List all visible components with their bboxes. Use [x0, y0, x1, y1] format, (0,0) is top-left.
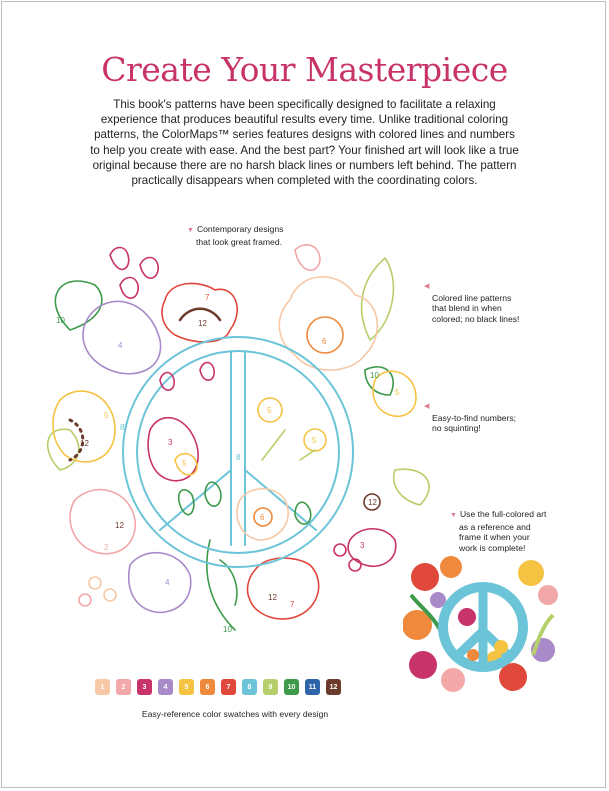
color-swatch-2: 2	[116, 679, 131, 695]
color-swatch-1: 1	[95, 679, 110, 695]
svg-text:8: 8	[236, 453, 241, 462]
svg-text:4: 4	[118, 341, 123, 350]
pointer-triangle-icon: ◀	[424, 403, 430, 410]
callout-blend-line-3: colored; no black lines!	[432, 313, 520, 324]
intro-paragraph: This book's patterns have been specifically designed to facilitate a relaxing experience that produces beautiful results every time. Unlike traditional coloring patterns, the ColorMaps™ series features designs with colored lines and numbers to help you create with ease. And the best part? Your finished art will look like a true original because there are no harsh black lines or numbers left behind. The pattern practically disappears when completed with the coordinating colors.	[90, 98, 519, 188]
callout-blend-line-2: that blend in when	[432, 303, 502, 314]
svg-text:12: 12	[368, 498, 377, 507]
svg-text:7: 7	[205, 293, 210, 302]
svg-text:6: 6	[322, 337, 327, 346]
svg-text:3: 3	[168, 438, 173, 447]
svg-text:10: 10	[56, 316, 65, 325]
svg-text:4: 4	[165, 578, 170, 587]
color-swatch-10: 10	[284, 679, 299, 695]
svg-text:12: 12	[115, 521, 124, 530]
callout-numbers-line-2: no squinting!	[432, 423, 481, 434]
color-swatch-5: 5	[179, 679, 194, 695]
color-swatch-9: 9	[263, 679, 278, 695]
pointer-triangle-icon: ◀	[424, 283, 430, 290]
svg-text:5: 5	[312, 436, 317, 445]
callout-framed	[187, 224, 283, 247]
callout-blend	[424, 280, 519, 324]
svg-text:12: 12	[268, 593, 277, 602]
svg-text:8: 8	[120, 423, 125, 432]
pointer-triangle-icon: ▼	[187, 227, 194, 234]
color-swatch-11: 11	[305, 679, 320, 695]
svg-text:6: 6	[260, 513, 265, 522]
svg-text:7: 7	[290, 600, 295, 609]
callout-reference-line-1: Use the full-colored art	[459, 509, 547, 519]
full-color-reference-art	[403, 555, 561, 695]
callout-numbers	[424, 400, 516, 434]
color-swatch-12: 12	[326, 679, 341, 695]
svg-text:12: 12	[198, 319, 207, 328]
page-title: Create Your Masterpiece	[101, 50, 508, 89]
pointer-triangle-icon: ▼	[450, 512, 457, 519]
callout-reference	[450, 509, 546, 553]
callout-blend-line-1: Colored line patterns	[432, 292, 512, 303]
callout-numbers-line-1: Easy-to-find numbers;	[432, 412, 517, 423]
svg-text:10: 10	[370, 371, 379, 380]
color-swatch-8: 8	[242, 679, 257, 695]
callout-framed-line-2: that look great framed.	[196, 236, 282, 247]
svg-text:12: 12	[80, 439, 89, 448]
svg-text:2: 2	[104, 543, 109, 552]
color-swatch-3: 3	[137, 679, 152, 695]
callout-reference-line-4: work is complete!	[459, 542, 526, 553]
svg-text:10: 10	[223, 625, 232, 634]
color-swatches	[95, 679, 341, 695]
svg-text:5: 5	[395, 388, 400, 397]
svg-text:5: 5	[104, 411, 109, 420]
color-swatch-7: 7	[221, 679, 236, 695]
callout-framed-line-1: Contemporary designs	[196, 224, 284, 234]
color-swatch-6: 6	[200, 679, 215, 695]
callout-reference-line-2: as a reference and	[459, 521, 531, 532]
svg-text:5: 5	[267, 406, 272, 415]
swatch-caption: Easy-reference color swatches with every design	[141, 709, 329, 719]
color-swatch-4: 4	[158, 679, 173, 695]
svg-text:3: 3	[360, 541, 365, 550]
callout-reference-line-3: frame it when your	[459, 532, 530, 543]
svg-text:5: 5	[182, 459, 187, 468]
